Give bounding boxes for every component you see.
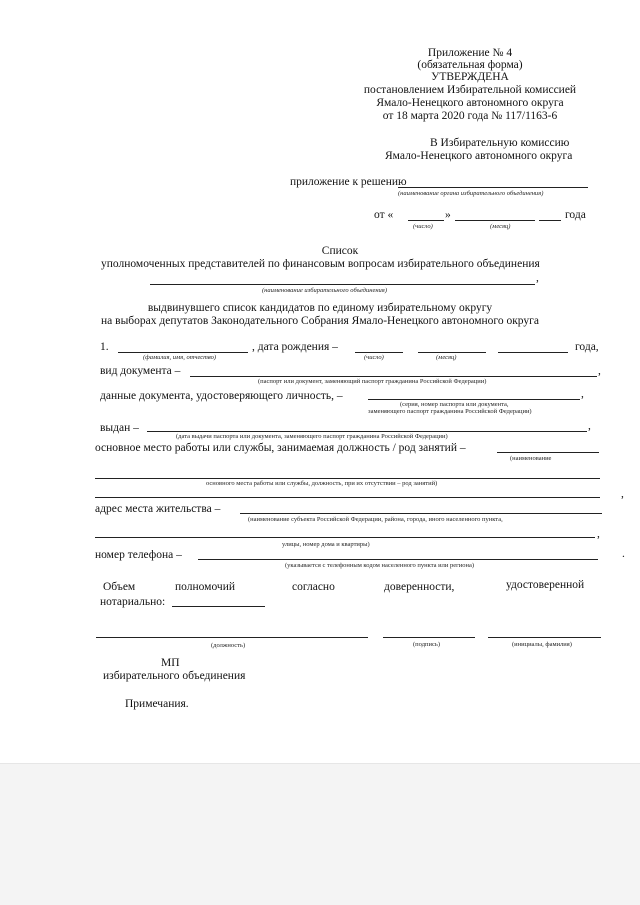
id-data-label: данные документа, удостоверяющего личность, – [100,390,343,402]
stamp-organization: избирательного объединения [103,670,246,682]
mandatory-form-note: (обязательная форма) [417,59,523,71]
issued-line[interactable] [147,431,587,432]
association-comma: , [536,272,539,284]
address-caption-1: (наименование субъекта Российской Федерации, района, города, иного населенного пункта, [248,516,503,523]
issued-comma: , [588,420,591,432]
authority-word-5: удостоверенной [506,579,585,591]
work-caption-1: (наименование [510,455,552,462]
resolution-date-line: от 18 марта 2020 года № 117/1163-6 [382,110,558,122]
region-line: Ямало-Ненецкого автономного округа [376,97,564,109]
phone-label: номер телефона – [95,549,182,561]
birth-month-caption: (месяц) [436,354,457,361]
elections-line: на выборах депутатов Законодательного Собрания Ямало-Ненецкого автономного округа [101,315,539,327]
doc-type-caption: (паспорт или документ, заменяющий паспорт гражданина Российской Федерации) [258,378,487,385]
list-subtitle: уполномоченных представителей по финансовым вопросам избирательного объединения [101,258,540,270]
list-title: Список [321,245,359,257]
birth-year-word: года, [575,341,599,353]
work-comma: , [621,488,624,500]
id-data-caption-2: заменяющего паспорт гражданина Российской Федерации) [368,408,532,415]
id-data-caption-1: (серия, номер паспорта или документа, [400,401,509,408]
authority-word-6: нотариально: [100,596,166,608]
initials-caption: (инициалы, фамилия) [512,641,572,648]
id-data-comma: , [581,388,584,400]
birth-date-label: , дата рождения – [252,341,338,353]
resolution-line: постановлением Избирательной комиссией [363,84,577,96]
authority-word-3: согласно [292,581,335,593]
work-line-1[interactable] [497,452,599,453]
phone-line[interactable] [198,559,598,560]
date-month-line[interactable] [455,220,535,221]
association-name-line[interactable] [150,284,535,285]
doc-type-line[interactable] [190,376,597,377]
work-caption-2: основного места работы или службы, должность, при их отсутствии – род занятий) [206,480,438,487]
position-caption: (должность) [211,642,246,649]
signature-line[interactable] [383,637,475,638]
work-line-2[interactable] [95,478,600,479]
birth-day-line[interactable] [355,352,403,353]
address-label: адрес места жительства – [95,503,221,515]
authority-word-4: доверенности, [384,581,455,593]
addressee-line-2: Ямало-Ненецкого автономного округа [385,150,573,162]
work-label: основное место работы или службы, занимаемая должность / род занятий – [95,442,466,454]
approved-label: УТВЕРЖДЕНА [431,71,509,83]
authority-word-1: Объем [103,581,136,593]
initials-line[interactable] [488,637,601,638]
attachment-label: приложение к решению [290,176,407,188]
address-line-1[interactable] [240,513,602,514]
birth-month-line[interactable] [418,352,486,353]
date-year-line[interactable] [539,220,561,221]
stamp-label: МП [161,657,180,669]
addressee-line-1: В Избирательную комиссию [430,137,570,149]
signature-caption: (подпись) [413,641,440,648]
id-data-line[interactable] [368,399,580,400]
date-month-caption: (месяц) [490,223,511,230]
association-caption: (наименование избирательного объединения) [262,287,387,294]
decision-field-caption: (наименование органа избирательного объединения) [398,190,544,197]
nominated-line: выдвинувшего список кандидатов по единому избирательному округу [147,302,493,314]
doc-type-label: вид документа – [100,365,181,377]
issued-label: выдан – [100,422,139,434]
fio-field-line[interactable] [118,352,248,353]
birth-day-caption: (число) [364,354,384,361]
birth-year-line[interactable] [498,352,568,353]
notes-label: Примечания. [125,698,189,710]
date-close-quote: » [445,209,451,221]
date-year-word: года [565,209,586,221]
decision-field-line[interactable] [398,187,588,188]
date-day-line[interactable] [408,220,444,221]
doc-type-comma: , [598,365,601,377]
address-caption-2: улицы, номер дома и квартиры) [282,541,370,548]
person-number: 1. [100,341,109,353]
annex-number: Приложение № 4 [427,47,513,59]
issued-caption: (дата выдачи паспорта или документа, заменяющего паспорт гражданина Российской Федерации) [176,433,448,440]
address-line-2[interactable] [95,537,595,538]
authority-line[interactable] [172,606,265,607]
work-line-3[interactable] [95,497,600,498]
address-comma: , [597,528,600,540]
date-from-label: от « [374,209,394,221]
phone-caption: (указывается с телефонным кодом населенного пункта или региона) [285,562,475,569]
phone-dot: . [622,548,625,560]
date-day-caption: (число) [413,223,433,230]
authority-word-2: полномочий [175,581,235,593]
position-line[interactable] [96,637,368,638]
fio-caption: (фамилия, имя, отчество) [143,354,217,361]
